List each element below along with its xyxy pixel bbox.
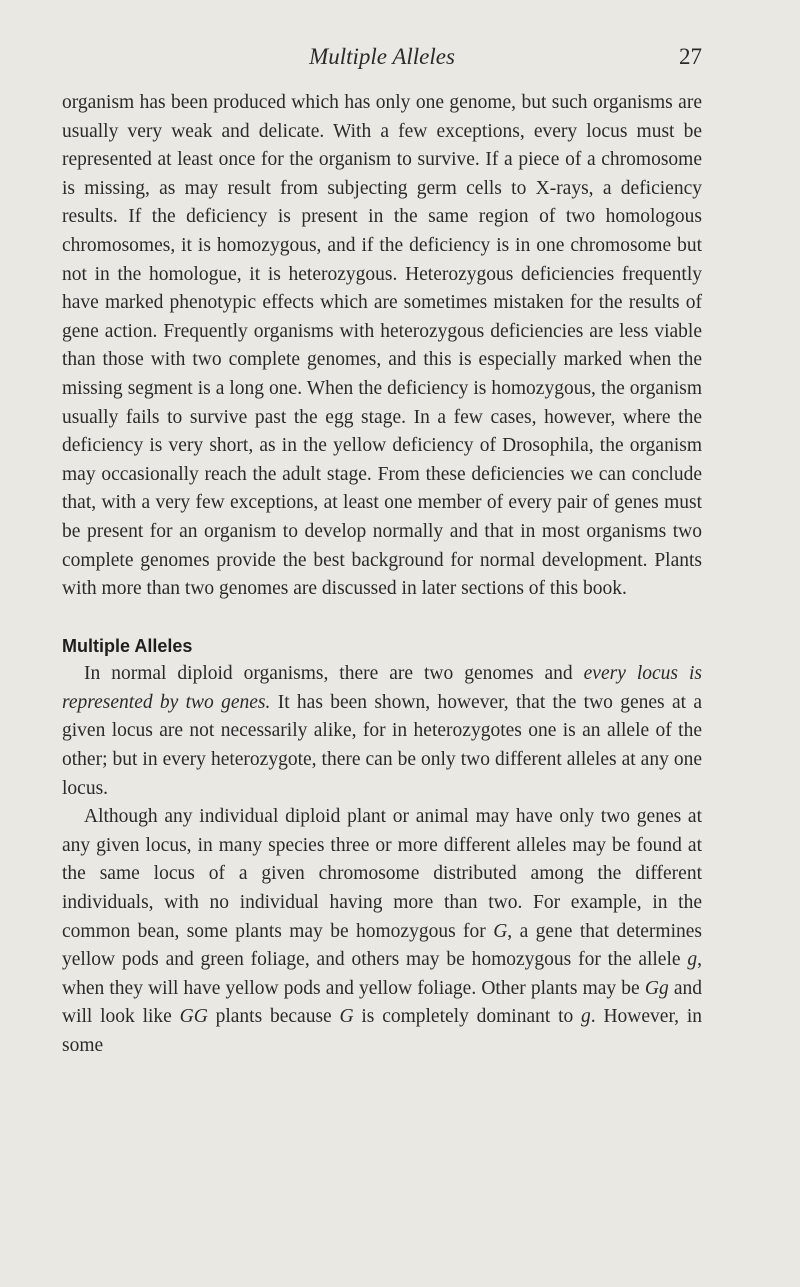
section-heading: Multiple Alleles [62,635,193,656]
paragraph-deficiencies: organism has been produced which has only one genome, but such organisms are usually very weak and delicate. With a few exceptions, every locus must be represented at least once for the organism to survive. If a piece of a chromosome is missing, as may result from subjecting germ cells to X-rays, a deficiency results. If the deficiency is present in the same region of two homologous chromosomes, it is homozygous, and if the deficiency is in one chromosome but not in the homologue, it is heterozygous. Heterozygous deficiencies frequently have marked phenotypic effects which are sometimes mistaken for the results of gene action. Frequently organisms with heterozygous deficiencies are less viable than those with two complete genomes, and this is especially marked when the missing segment is a long one. When the deficiency is homozygous, the organism usually fails to survive past the egg stage. In a few cases, however, where the deficiency is very short, as in the yellow deficiency of Drosophila, the organism may occasionally reach the adult stage. From these deficiencies we can conclude that, with a very few exceptions, at least one member of every pair of genes must be present for an organism to develop normally and that in most organisms two complete genomes provide the best background for normal development. Plants with more than two genomes are discussed in later sections of this book. [62,92,702,600]
text-run: and will look like [62,977,702,1028]
gene-symbol: g [687,949,698,971]
paragraph-diploid-genomes [62,660,702,803]
body-text [62,89,702,1061]
text-run: . However, in some [62,1006,702,1056]
text-run: In normal diploid organisms, there are two genomes and [84,663,584,685]
page-number: 27 [679,44,702,69]
text-run: , when they will have yellow pods and yellow foliage. Other plants may be [62,949,702,999]
running-head [62,44,702,80]
paragraph-bean-example [62,803,702,1060]
gene-symbol: G [339,1006,354,1028]
italic-text: every locus is represented by two genes. [62,663,702,713]
running-title: Multiple Alleles [309,44,455,69]
gene-symbol: Gg [644,977,669,999]
gene-symbol: GG [179,1006,208,1028]
text-run: is completely dominant to [353,1006,582,1028]
text-run: It has been shown, however, that the two genes at a given locus are not necessarily alike, for in heterozygotes one is an allele of the other; but in every heterozygote, there can be only two different alleles at any one locus. [62,691,702,799]
text-run: , a gene that determines yellow pods and green foliage, and others may be homozygous for the allele [62,920,703,971]
text-run: Although any individual diploid plant or animal may have only two genes at any given locus, in many species three or more different alleles may be found at the same locus of a given chromosome distributed among the different individuals, with no individual having more than two. For example, in the common bean, some plants may be homozygous for [62,806,702,942]
gene-symbol: g [581,1006,591,1028]
text-run: plants because [207,1006,340,1028]
gene-symbol: G [493,920,508,942]
